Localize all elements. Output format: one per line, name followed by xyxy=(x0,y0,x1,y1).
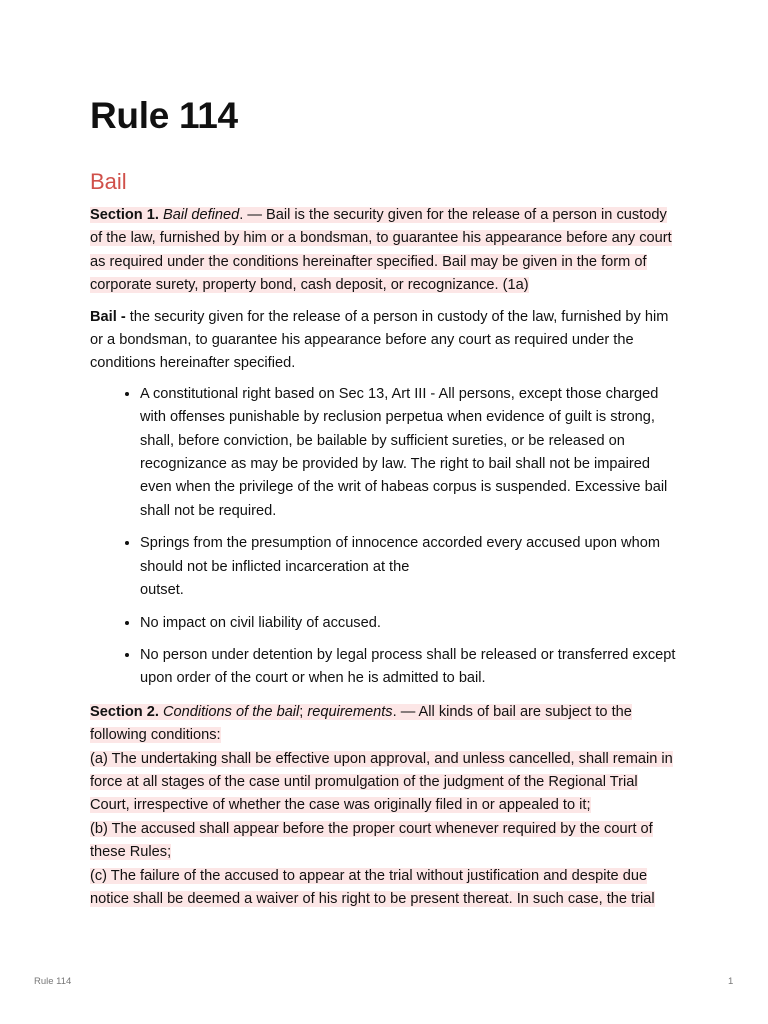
section-2-item-a: (a) The undertaking shall be effective upon approval, and unless cancelled, shall remain in force at all stages of the case until promulgation of the judgment of the Regional Trial Court, irrespective of whether the case was originally filed in or appealed to it; xyxy=(90,750,673,814)
section-2-item-b: (b) The accused shall appear before the proper court whenever required by the court of these Rules; xyxy=(90,820,653,861)
footer-title: Rule 114 xyxy=(34,976,72,987)
section-2-title-a: Conditions of the bail xyxy=(163,703,300,720)
section-2-separator: ; xyxy=(299,703,304,720)
bullet-list xyxy=(90,383,680,691)
section-1-label: Section 1. xyxy=(90,207,159,223)
page-number: 1 xyxy=(728,976,734,987)
section-2-item-c: (c) The failure of the accused to appear at the trial without justification and despite due notice shall be deemed a waiver of his right to be present thereat. In such case, the trial xyxy=(90,867,655,907)
bullet-item xyxy=(140,532,680,602)
section-1-paragraph xyxy=(90,204,680,298)
definition-text: the security given for the release of a person in custody of the law, furnished by him or a bondsman, to guarantee his appearance before any court as required under the conditions hereinafter specified. xyxy=(90,308,669,372)
section-2-label: Section 2. xyxy=(90,703,159,720)
bullet-text: Springs from the presumption of innocence accorded every accused upon whom should not be inflicted incarceration at the xyxy=(140,535,660,575)
section-heading: Bail xyxy=(90,169,127,194)
section-2-paragraph xyxy=(90,701,680,912)
page-title: Rule 114 xyxy=(90,95,238,136)
bullet-item: • No impact on civil liability of accused. xyxy=(140,612,680,635)
bullet-text-continuation: outset. xyxy=(140,582,184,599)
section-1-highlight xyxy=(90,207,672,293)
definition-paragraph xyxy=(90,306,680,376)
section-2-intro: . — All kinds of bail are subject to the following conditions: xyxy=(90,703,632,744)
section-1-text: . — Bail is the security given for the release of a person in custody of the law, furnished by him or a bondsman, to guarantee his appearance before any court as required under the conditions hereinafter specified. Bail may be given in the form of corporate surety, property bond, cash deposit, or recognizance. (1a) xyxy=(90,207,672,294)
section-2-highlight xyxy=(90,704,673,907)
section-1-title: Bail defined xyxy=(163,207,240,223)
page-content xyxy=(90,94,680,911)
definition-term: Bail - xyxy=(90,308,126,325)
bullet-item: • No person under detention by legal process shall be released or transferred except upon order of the court or when he is admitted to bail. xyxy=(140,644,680,691)
section-2-title-b: requirements xyxy=(307,703,393,720)
bullet-item: • A constitutional right based on Sec 13, Art III - All persons, except those charged with offenses punishable by reclusion perpetua when evidence of guilt is strong, shall, before conviction, be bailable by sufficient sureties, or be released on recognizance as may be provided by law. The right to bail shall not be impaired even when the privilege of the writ of habeas corpus is suspended. Excessive bail shall not be required. xyxy=(140,383,680,523)
